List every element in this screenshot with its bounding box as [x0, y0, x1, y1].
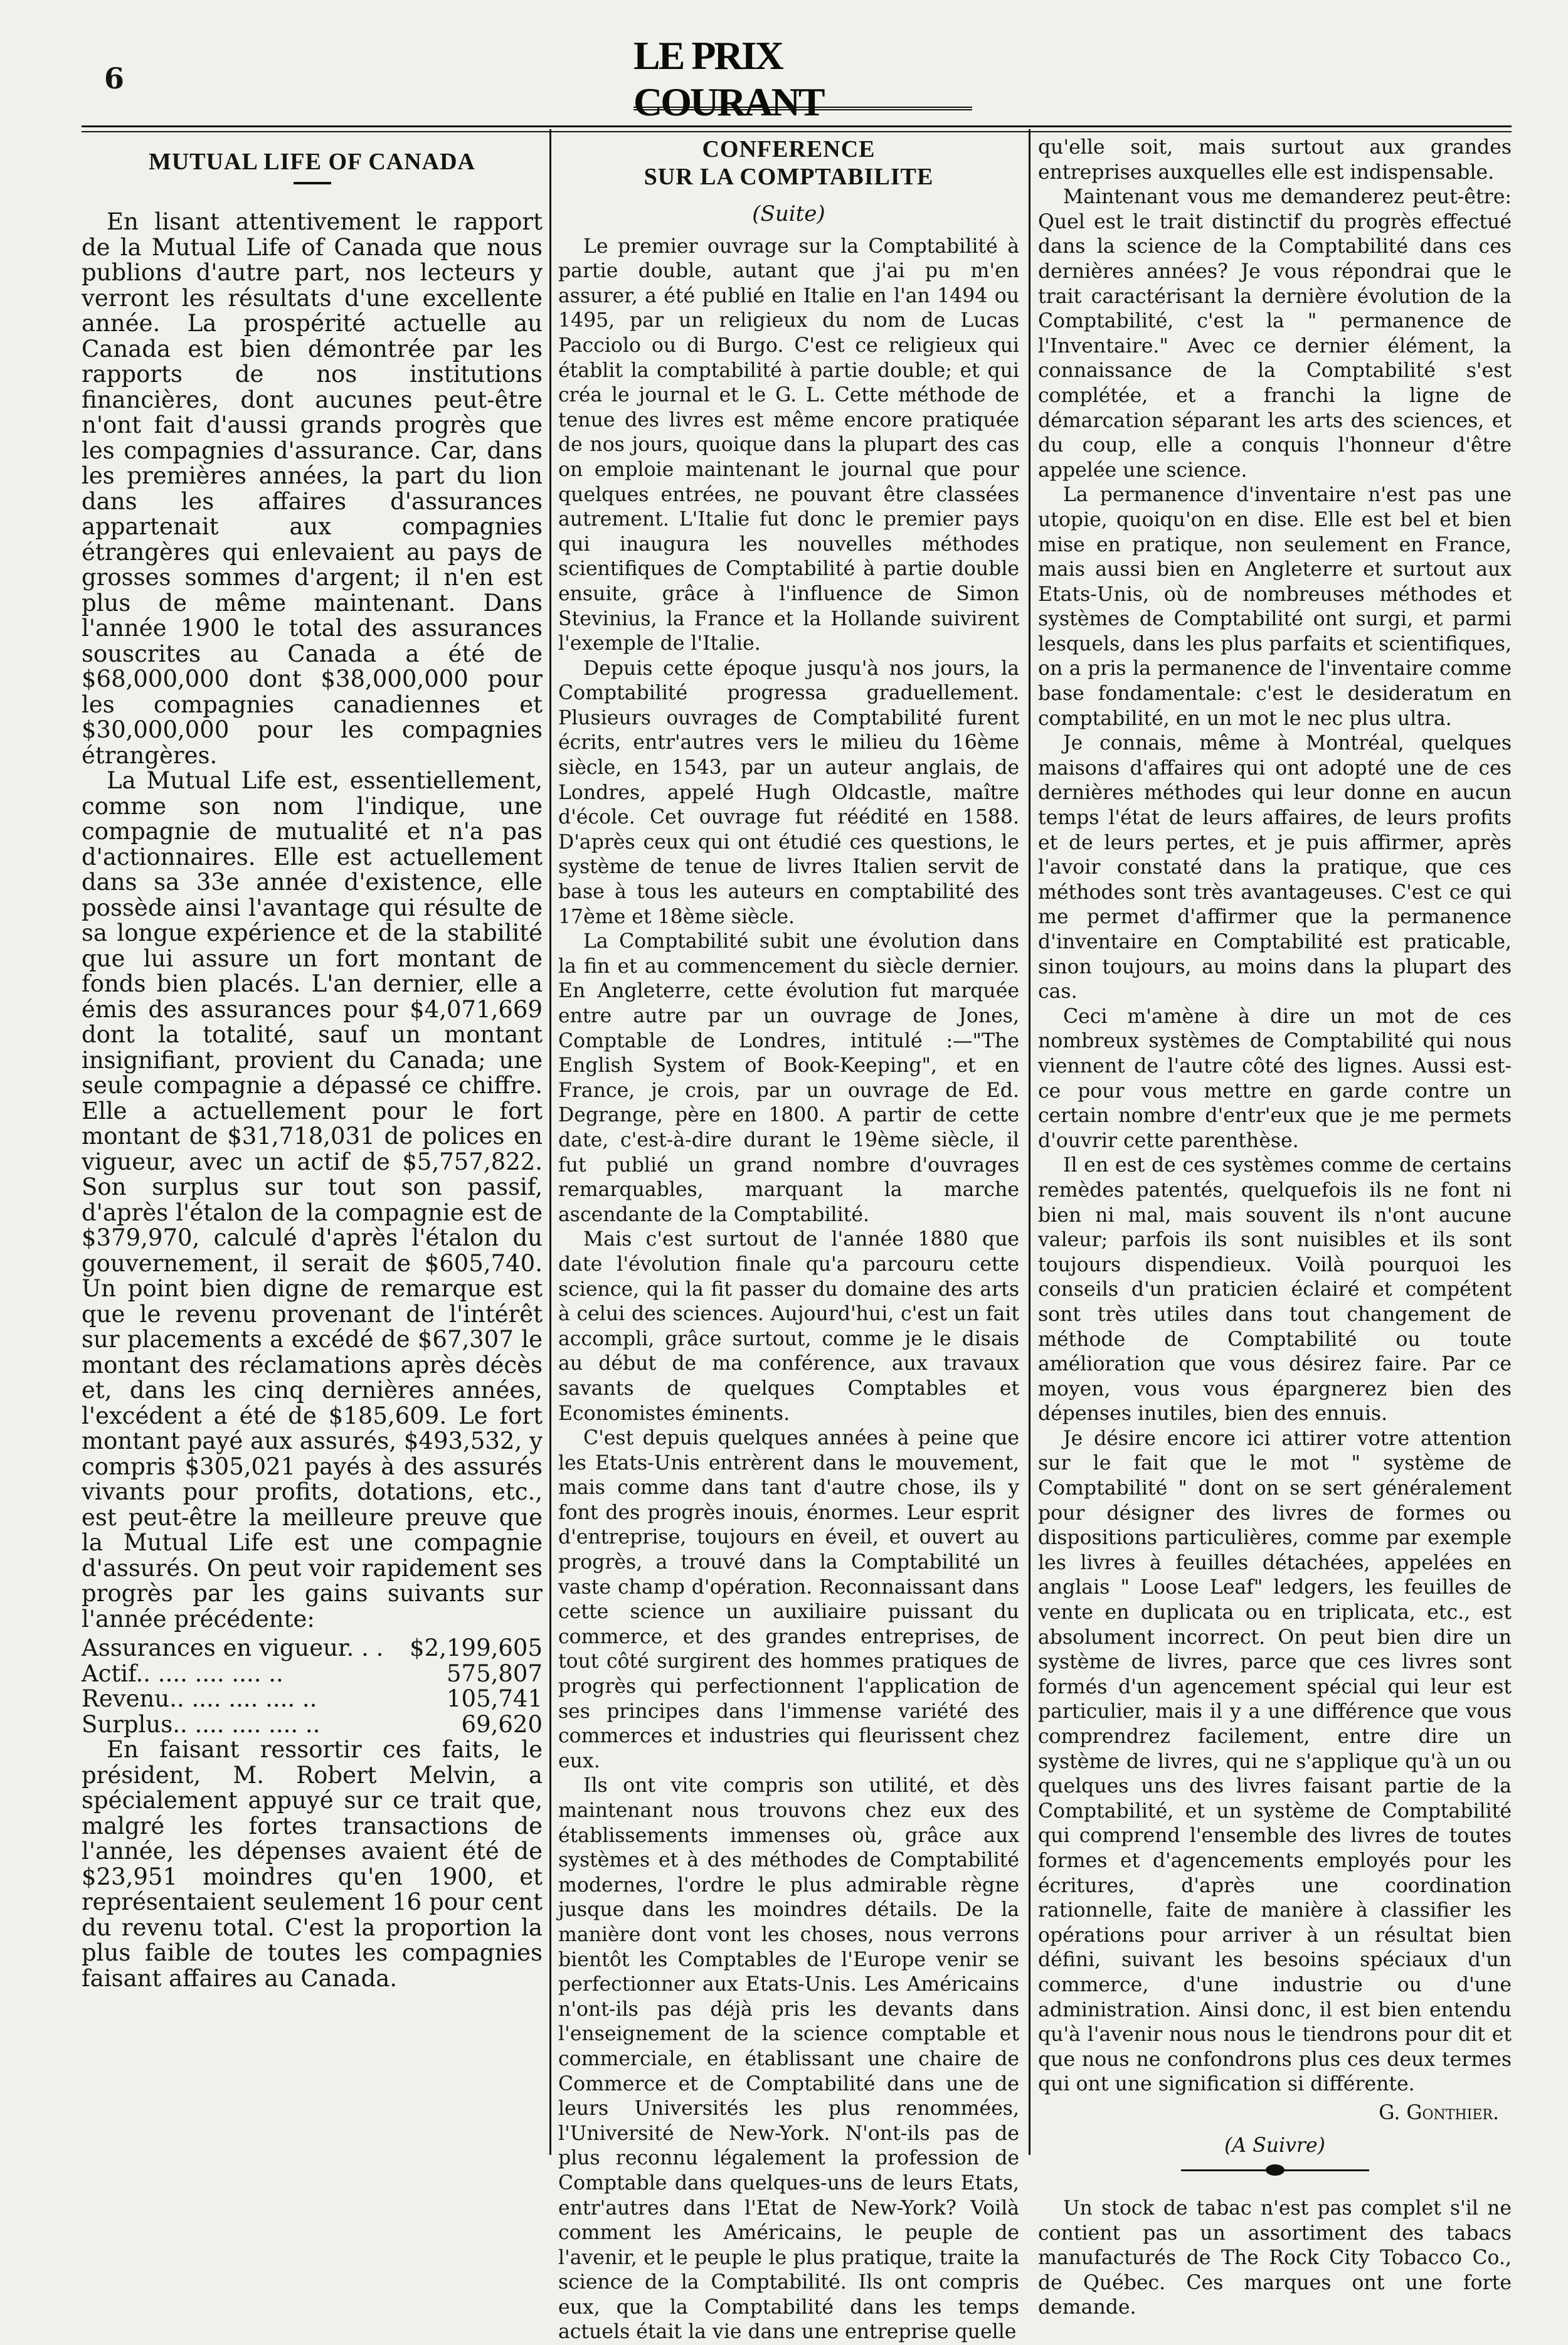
paragraph: En faisant ressortir ces faits, le président, M. Robert Melvin, a spécialement appuyé sur ce trait que, malgré les fortes transactions de l'année, les dépenses avaient été de $23,951 moindres qu'en 1900, et représentaient seulement 16 pour cent du revenu total. C'est la proportion la plus faible de toutes les compagnies faisant affaires au Canada.: [82, 1736, 543, 1992]
header-rule: [82, 125, 1512, 132]
gain-value: $2,199,605: [410, 1634, 543, 1661]
gain-value: 105,741: [446, 1685, 543, 1712]
paragraph: La permanence d'inventaire n'est pas une utopie, quoiqu'on en dise. Elle est bel et bien mise en pratique, non seulement en France, mais aussi bien en Angleterre et surtout aux Etats-Unis, où de nombreuses méthodes et systèmes de Comptabilité ont surgi, et parmi lesquels, dans les plus parfaits et scientifiques, on a pris la permanence de l'inventaire comme base fondamentale: c'est le desideratum en comptabilité, en un mot le nec plus ultra.: [1038, 484, 1512, 730]
table-row: [82, 1686, 543, 1712]
paragraph: La Mutual Life est, essentiellement, comme son nom l'indique, une compagnie de mutualité et n'a pas d'actionnaires. Elle est actuellement dans sa 33e année d'existence, elle possède ainsi l'avantage qui résulte de sa longue expérience et de la stabilité que lui assure un fort montant de fonds bien placés. L'an dernier, elle a émis des assurances pour $4,071,669 dont la totalité, sauf un montant insignifiant, provient du Canada; une seule compagnie a dépassé ce chiffre. Elle a actuellement pour le fort montant de $31,718,031 de polices en vigueur, avec un actif de $5,757,822. Son surplus sur tout son passif, d'après l'étalon de la compagnie est de $379,970, calculé d'après l'étalon du gouvernement, il serait de $605,740. Un point bien digne de remarque est que le revenu provenant de l'intérêt sur placements a excédé de $67,307 le montant des réclamations après décès et, dans les cinq dernières années, l'excédent a été de $185,609. Le fort montant payé aux assurés, $493,532, y compris $305,021 payés à des assurés vivants pour profits, dotations, etc., est peut-être la meilleure preuve que la Mutual Life est une compagnie d'assurés. On peut voir rapidement ses progrès par les gains suivants sur l'année précédente:: [82, 767, 543, 1633]
article-mutual-life: [82, 135, 543, 1991]
paragraph: Depuis cette époque jusqu'à nos jours, la Comptabilité progressa graduellement. Plusieurs ouvrages de Comptabilité furent écrits, entr'autres vers le milieu du 16ème siècle, en 1543, par un auteur anglais, de Londres, appelé Hugh Oldcastle, maître d'école. Cet ouvrage fut réédité en 1588. D'après ceux qui ont étudié ces questions, le système de tenue de livres Italien servit de base à tous les auteurs en comptabilité des 17ème et 18ème siècle.: [558, 657, 1019, 928]
paragraph: Maintenant vous me demanderez peut-être: Quel est le trait distinctif du progrès effectué dans la science de la Comptabilité dans ces dernières années? Je vous répondrai que le trait caractérisant la dernière évolution de la Comptabilité, c'est la " permanence de l'Inventaire." Avec ce dernier élément, la connaissance de la Comptabilité s'est complétée, et a franchi la ligne de démarcation séparant les arts des sciences, et du coup, elle a conquis l'honneur d'être appelée une science.: [1038, 186, 1512, 482]
paragraph: Il en est de ces systèmes comme de certains remèdes patentés, quelquefois ils ne font ni bien ni mal, mais souvent ils n'ont aucune valeur; parfois ils sont nuisibles et ils sont toujours dispendieux. Voilà pourquoi les conseils d'un praticien éclairé et compétent sont très utiles dans tout changement de méthode de Comptabilité ou toute amélioration que vous désirez faire. Par ce moyen, vous vous épargnerez bien des dépenses inutiles, bien des ennuis.: [1038, 1154, 1512, 1426]
gain-label: Revenu.. .... .... .... ..: [82, 1685, 317, 1712]
table-row: [82, 1712, 543, 1738]
article-title-line1: CONFERENCE: [702, 136, 876, 162]
article-conference-part1: [558, 135, 1019, 2345]
article-subtitle: (Suite): [752, 201, 825, 226]
notice-text: Un stock de tabac n'est pas complet s'il ne contient pas un assortiment des tabacs manufacturés de The Rock City Tobacco Co., de Québec. Ces marques ont une forte demande.: [1038, 2197, 1512, 2319]
gain-value: 69,620: [461, 1710, 543, 1738]
gain-label: Actif.. .... .... .... ..: [82, 1659, 283, 1687]
table-row: [82, 1661, 543, 1687]
column-divider: [549, 129, 551, 2155]
section-divider: [1181, 2169, 1369, 2171]
paragraph: En lisant attentivement le rapport de la Mutual Life of Canada que nous publions d'autre part, nos lecteurs y verront les résultats d'une excellente année. La prospérité actuelle au Canada est bien démontrée par les rapports de nos institutions financières, dont aucunes peut-être n'ont fait d'aussi grands progrès que les compagnies d'assurance. Car, dans les premières années, la part du lion dans les affaires d'assurances appartenait aux compagnies étrangères qui enlevaient au pays de grosses sommes d'argent; il n'en est plus de même maintenant. Dans l'année 1900 le total des assurances souscrites au Canada a été de $68,000,000 dont $38,000,000 pour les compagnies canadiennes et $30,000,000 pour les compagnies étrangères.: [82, 208, 543, 769]
paragraph: Ceci m'amène à dire un mot de ces nombreux systèmes de Comptabilité qui nous viennent de l'autre côté des lignes. Aussi est-ce pour vous mettre en garde contre un certain nombre d'entr'eux que je me permets d'ouvrir cette parenthèse.: [1038, 1005, 1512, 1152]
gain-label: Surplus.. .... .... .... ..: [82, 1710, 320, 1738]
table-row: [82, 1636, 543, 1661]
paragraph: qu'elle soit, mais surtout aux grandes entreprises auxquelles elle est indispensable.: [1038, 136, 1512, 184]
gain-label: Assurances en vigueur. . .: [82, 1634, 384, 1661]
paragraph: Je connais, même à Montréal, quelques maisons d'affaires qui ont adopté une de ces dernières méthodes qui leur donne en aucun temps l'état de leurs affaires, de leurs profits et de leurs pertes, et je puis affirmer, après l'avoir constaté dans la pratique, que ces méthodes sont très avantageuses. C'est ce qui me permet d'affirmer que la permanence d'inventaire en Comptabilité est praticable, sinon toujours, au moins dans la plupart des cas.: [1038, 732, 1512, 1003]
gain-value: 575,807: [446, 1659, 543, 1687]
article-title: MUTUAL LIFE OF CANADA: [149, 149, 475, 175]
paragraph: Mais c'est surtout de l'année 1880 que date l'évolution finale qu'a parcouru cette science, qui la fit passer du domaine des arts à celui des sciences. Aujourd'hui, c'est un fait accompli, grâce surtout, comme je le disais au début de ma conférence, aux travaux savants de quelques Comptables et Economistes éminents.: [558, 1228, 1019, 1425]
paragraph: La Comptabilité subit une évolution dans la fin et au commencement du siècle dernier. En Angleterre, cette évolution fut marquée entre autre par un ouvrage de Jones, Comptable de Londres, intitulé :—"The English System of Book-Keeping", et en France, je crois, par un ouvrage de Ed. Degrange, père en 1800. A partir de cette date, c'est-à-dire durant le 19ème siècle, il fut publié un grand nombre d'ouvrages remarquables, marquant la marche ascendante de la Comptabilité.: [558, 930, 1019, 1226]
article-title-line2: SUR LA COMPTABILITE: [644, 164, 934, 190]
paragraph: Je désire encore ici attirer votre attention sur le fait que le mot " système de Comptabilité " dont on se sert généralement pour désigner des livres de formes ou dispositions particulières, comme par exemple les livres à feuilles détachées, appelées en anglais " Loose Leaf" ledgers, les feuilles de vente en duplicata ou en triplicata, etc., est absolument incorrect. On peut bien dire un système de livres, parce que ces livres sont formés d'un agencement spécial qui leur est particulier, mais il y a une différence que vous comprendrez facilement, entre dire un système de livres, qui ne s'applique qu'à un ou quelques uns des livres faisant partie de la Comptabilité, et un système de Comptabilité qui comprend l'ensemble des livres de toutes formes et d'agencements employés pour les écritures, d'après une coordination rationnelle, faite de manière à classifier les opérations pour arriver à un résultat bien défini, suivant les besoins spéciaux d'un commerce, d'une industrie ou d'une administration. Ainsi donc, il est bien entendu qu'à l'avenir nous nous le tiendrons pour dit et que nous ne confondrons plus ces deux termes qui ont une signification si différente.: [1038, 1427, 1512, 2096]
article-conference-part2: [1038, 135, 1512, 2321]
column-divider: [1029, 129, 1030, 2155]
tobacco-notice: [1038, 2196, 1512, 2321]
paragraph: C'est depuis quelques années à peine que les Etats-Unis entrèrent dans le mouvement, mais comme dans tant d'autre chose, ils y font des progrès inouis, énormes. Leur esprit d'entreprise, toujours en éveil, et ouvert au progrès, a trouvé dans la Comptabilité un vaste champ d'opération. Reconnaissant dans cette science un auxiliaire puissant du commerce, et des grandes entreprises, de tout côté surgirent des hommes pratiques de progrès qui perfectionnent l'application de ses principes dans l'immense variété des commerces et industries qui fleurissent chez eux.: [558, 1427, 1019, 1772]
author-signature: G. Gonthier.: [1379, 2101, 1499, 2124]
paragraph: Le premier ouvrage sur la Comptabilité à partie double, autant que j'ai pu m'en assurer, a été publié en Italie en l'an 1494 ou 1495, par un religieux du nom de Lucas Pacciolo ou di Burgo. C'est ce religieux qui établit la comptabilité à partie double; et qui créa le journal et le G. L. Cette méthode de tenue des livres est même encore pratiquée de nos jours, quoique dans la plupart des cas on emploie maintenant le journal que pour quelques entrées, ne pouvant être classées autrement. L'Italie fut donc le premier pays qui inaugura les nouvelles méthodes scientifiques de Comptabilité à partie double ensuite, grâce à l'influence de Simon Stevinius, la France et la Hollande suivirent l'exemple de l'Italie.: [558, 235, 1019, 655]
paragraph: Ils ont vite compris son utilité, et dès maintenant nous trouvons chez eux des établissements immenses où, grâce aux systèmes et à des méthodes de Comptabilité modernes, l'ordre le plus admirable règne jusque dans les moindres détails. De la manière dont vont les choses, nous verrons bientôt les Comptables de l'Europe venir se perfectionner aux Etats-Unis. Les Américains n'ont-ils pas déjà pris les devants dans l'enseignement de la science comptable et commerciale, en établissant une chaire de Commerce et de Comptabilité dans une de leurs Universités les plus renommées, l'Université de New-York. N'ont-ils pas de plus reconnu légalement la profession de Comptable dans quelques-uns de leurs Etats, entr'autres dans l'Etat de New-York? Voilà comment les Américains, le peuple de l'avenir, et le peuple le plus pratique, traite la science de la Comptabilité. Ils ont compris eux, que la Comptabilité dans les temps actuels était la vie dans une entreprise quelle: [558, 1774, 1019, 2344]
gains-table: [82, 1636, 543, 1737]
masthead-logo: LE PRIX COURANT: [633, 51, 972, 110]
page-number: 6: [104, 61, 125, 95]
continuation-note: (A Suivre): [1224, 2134, 1325, 2157]
title-rule: [294, 182, 331, 184]
